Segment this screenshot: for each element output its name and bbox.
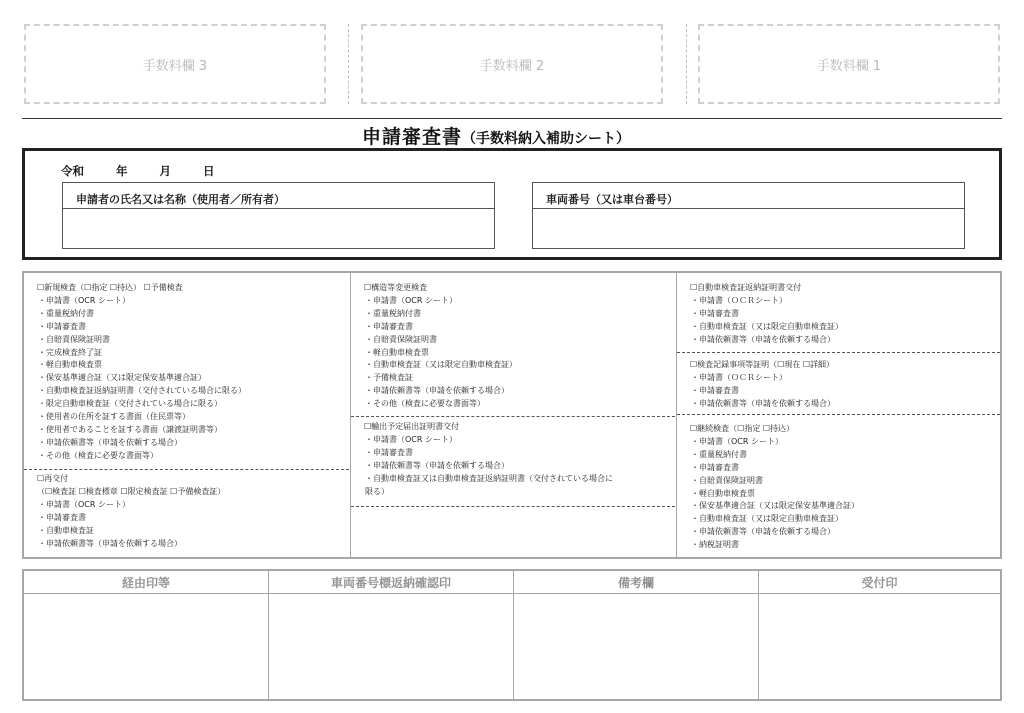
list-item: ・使用者であることを証する書面（譲渡証明書等） (38, 424, 222, 434)
list-item: ・申請依頼書等（申請を依頼する場合） (365, 386, 509, 396)
applicant-box (22, 148, 1002, 260)
list-item: ・完成検査終了証 (38, 347, 102, 357)
checklist-column-2 (351, 273, 677, 557)
stamp-column-remarks (514, 571, 759, 699)
fee-box-label: 手数料欄 2 (479, 58, 545, 74)
list-item: ・保安基準適合証（又は限定保安基準適合証） (38, 373, 206, 383)
list-item: ・納税証明書 (691, 540, 739, 550)
stamp-column-plate-return (269, 571, 514, 699)
section-export-notice (351, 421, 675, 498)
list-item: ・重量税納付書 (38, 308, 94, 318)
list-item: ・自賠責保険証明書 (38, 334, 110, 344)
applicant-name-field[interactable] (62, 182, 495, 249)
checklist-column-1 (24, 273, 351, 557)
section-new-inspection (24, 282, 349, 463)
section-header: ☐新規検査（☐指定 ☐持込） ☐予備検査 (37, 283, 183, 292)
list-item: ・申請書（ＯＣＲシート） (691, 295, 787, 305)
checklist-column-3 (677, 273, 1000, 557)
section-divider (351, 416, 675, 417)
divider (348, 24, 349, 104)
section-divider (677, 414, 1000, 415)
list-item: ・その他（検査に必要な書面等） (38, 450, 158, 460)
column-header: 経由印等 (24, 571, 268, 594)
list-item: ・重量税納付書 (691, 449, 747, 459)
list-item: ・申請審査書 (691, 462, 739, 472)
list-item: ・申請依頼書等（申請を依頼する場合） (38, 437, 182, 447)
fee-box-3 (24, 24, 326, 104)
date-month: 月 (159, 164, 172, 178)
list-item: ・予備検査証 (365, 373, 413, 383)
list-item: ・自動車検査証 (38, 525, 94, 535)
list-item: ・申請書（OCR シート） (365, 295, 457, 305)
list-item: ・申請依頼書等（申請を依頼する場合） (691, 527, 835, 537)
applicant-name-label: 申請者の氏名又は名称（使用者／所有者） (63, 183, 494, 209)
date-day: 日 (203, 164, 215, 178)
section-reissue (24, 473, 349, 550)
stamp-column-reception (759, 571, 1000, 699)
list-item: ・申請審査書 (691, 308, 739, 318)
list-item: ・軽自動車検査票 (691, 488, 755, 498)
date-year: 年 (116, 164, 128, 178)
list-item: ・申請書（OCR シート） (365, 434, 457, 444)
list-item: ・申請審査書 (38, 512, 86, 522)
list-item: ・申請書（OCR シート） (38, 295, 130, 305)
list-item: ・限定自動車検査証（交付されている場合に限る） (38, 399, 222, 409)
list-item: ・その他（検査に必要な書面等） (365, 399, 485, 409)
section-header: ☐再交付 (37, 474, 69, 483)
fee-box-1 (698, 24, 1000, 104)
list-item: ・申請審査書 (365, 447, 413, 457)
list-item: ・申請依頼書等（申請を依頼する場合） (691, 398, 835, 408)
section-divider (24, 469, 349, 470)
title-rule (22, 118, 1002, 119)
vehicle-number-field[interactable] (532, 182, 965, 249)
list-item: ・自動車検査証（又は限定自動車検査証） (691, 514, 843, 524)
list-item: ・申請書（OCR シート） (38, 499, 130, 509)
list-item: ・軽自動車検査票 (38, 360, 102, 370)
section-header: ☐構造等変更検査 (364, 283, 428, 292)
stamp-column-routing (24, 571, 269, 699)
column-header: 備考欄 (514, 571, 758, 594)
list-item: ・重量税納付書 (365, 308, 421, 318)
list-item: 限る） (365, 486, 389, 496)
section-subheader: （☐検査証 ☐検査標章 ☐限定検査証 ☐予備検査証） (37, 486, 226, 496)
list-item: ・自賠責保険証明書 (691, 475, 763, 485)
list-item: ・申請審査書 (38, 321, 86, 331)
section-header: ☐検査記録事項等証明（☐現在 ☐詳細） (690, 360, 835, 369)
fee-box-label: 手数料欄 1 (816, 58, 882, 74)
column-header: 受付印 (759, 571, 1000, 594)
column-header: 車両番号標返納確認印 (269, 571, 513, 594)
stamp-table (22, 569, 1002, 701)
list-item: ・申請依頼書等（申請を依頼する場合） (691, 334, 835, 344)
list-item: ・申請依頼書等（申請を依頼する場合） (365, 460, 509, 470)
fee-box-label: 手数料欄 3 (142, 58, 208, 74)
list-item: ・自動車検査証（又は限定自動車検査証） (365, 360, 517, 370)
section-divider (351, 506, 675, 507)
list-item: ・申請書（OCR シート） (691, 436, 783, 446)
list-item: ・自動車検査証又は自動車検査証返納証明書（交付されている場合に (365, 473, 613, 483)
vehicle-number-label: 車両番号（又は車台番号） (533, 183, 964, 209)
section-header: ☐自動車検査証返納証明書交付 (690, 283, 802, 292)
date-line (61, 163, 243, 179)
section-structure-change (351, 282, 675, 411)
page-title (362, 122, 630, 149)
section-header: ☐輸出予定届出証明書交付 (364, 422, 460, 431)
section-continuous (677, 423, 1000, 552)
section-divider (677, 352, 1000, 353)
fee-box-2 (361, 24, 663, 104)
list-item: ・申請審査書 (691, 385, 739, 395)
list-item: ・軽自動車検査票 (365, 347, 429, 357)
list-item: ・申請書（ＯＣＲシート） (691, 372, 787, 382)
list-item: ・保安基準適合証（又は限定保安基準適合証） (691, 501, 859, 511)
list-item: ・申請依頼書等（申請を依頼する場合） (38, 538, 182, 548)
list-item: ・使用者の住所を証する書面（住民票等） (38, 412, 190, 422)
divider (686, 24, 687, 104)
section-header: ☐継続検査（☐指定 ☐持込） (690, 424, 795, 433)
section-record-cert (677, 359, 1000, 411)
list-item: ・申請審査書 (365, 321, 413, 331)
list-item: ・自動車検査証（又は限定自動車検査証） (691, 321, 843, 331)
list-item: ・自動車検査証返納証明書（交付されている場合に限る） (38, 386, 246, 396)
section-return-cert (677, 282, 1000, 347)
title-sub: （手数料納入補助シート） (462, 131, 631, 147)
date-era: 令和 (61, 164, 84, 178)
list-item: ・自賠責保険証明書 (365, 334, 437, 344)
title-main: 申請審査書 (362, 126, 463, 148)
checklist-grid (22, 271, 1002, 559)
